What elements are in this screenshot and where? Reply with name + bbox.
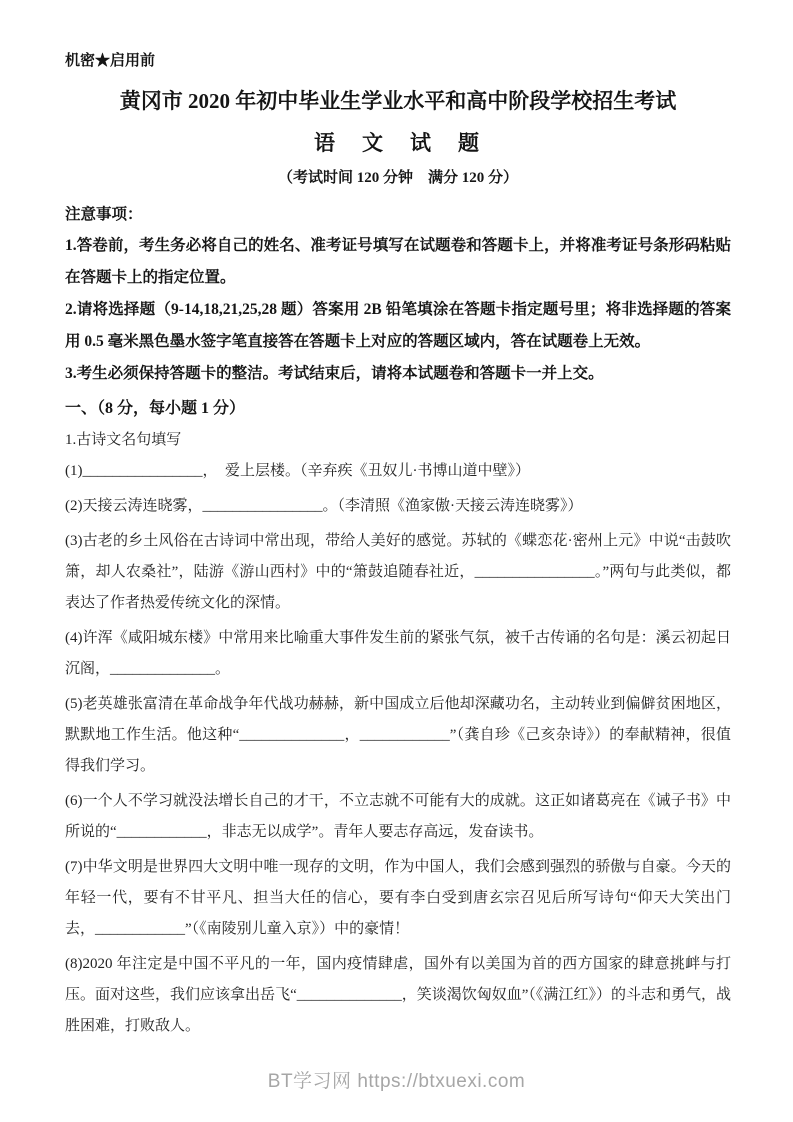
notice-heading: 注意事项： (65, 206, 143, 223)
exam-title: 黄冈市 2020 年初中毕业生学业水平和高中阶段学校招生考试 (119, 89, 677, 113)
question-item-5: (5)老英雄张富清在革命战争年代战功赫赫，新中国成立后他却深藏功名，主动转业到偏僻贫困地区，默默地工作生活。他这种“______________，____________”（龚自珍《己亥杂诗》）的奉献精神，很值得我们学习。 (65, 696, 731, 774)
question-item-8: (8)2020 年注定是中国不平凡的一年，国内疫情肆虐，国外有以美国为首的西方国家的肆意挑衅与打压。面对这些，我们应该拿出岳飞“______________，笑谈渴饮匈奴血”（《满江红》）的斗志和勇气，战胜困难，打败敌人。 (65, 956, 731, 1034)
notice-item-2: 2.请将选择题（9-14,18,21,25,28 题）答案用 2B 铅笔填涂在答题卡指定题号里；将非选择题的答案用 0.5 毫米黑色墨水签字笔直接答在答题卡上对应的答题区域内，答在试题卷上无效。 (65, 301, 731, 350)
watermark-text: BT学习网 https://btxuexi.com (267, 1071, 526, 1092)
question-one-title: 1.古诗文名句填写 (65, 432, 182, 448)
subject-title: 语 文 试 题 (314, 131, 482, 155)
exam-info-line: （考试时间 120 分钟 满分 120 分） (277, 170, 518, 186)
section-one-heading: 一、（8 分，每小题 1 分） (65, 400, 246, 417)
question-item-1: (1)________________， 爱上层楼。（辛弃疾《丑奴儿·书博山道中壁》） (65, 463, 530, 479)
notice-item-3: 3.考生必须保持答题卡的整洁。考试结束后，请将本试题卷和答题卡一并上交。 (65, 365, 604, 382)
classification-label: 机密★启用前 (65, 53, 156, 69)
question-item-4: (4)许浑《咸阳城东楼》中常用来比喻重大事件发生前的紧张气氛，被千古传诵的名句是：溪云初起日沉阁，______________。 (65, 630, 731, 677)
question-item-7: (7)中华文明是世界四大文明中唯一现存的文明，作为中国人，我们会感到强烈的骄傲与自豪。今天的年轻一代，要有不甘平凡、担当大任的信心，要有李白受到唐玄宗召见后所写诗句“仰天大笑出门去，____________”（《南陵别儿童入京》）中的豪情！ (65, 859, 731, 937)
question-item-3: (3)古老的乡土风俗在古诗词中常出现，带给人美好的感觉。苏轼的《蝶恋花·密州上元》中说“击鼓吹箫，却人农桑社”，陆游《游山西村》中的“箫鼓追随春社近，________________。”两句与此类似，都表达了作者热爱传统文化的深情。 (65, 533, 731, 611)
question-item-6: (6)一个人不学习就没法增长自己的才干，不立志就不可能有大的成就。这正如诸葛亮在《诫子书》中所说的“____________，非志无以成学”。青年人要志存高远，发奋读书。 (65, 793, 731, 840)
question-item-2: (2)天接云涛连晓雾，________________。（李清照《渔家傲·天接云涛连晓雾》） (65, 498, 583, 514)
page-content (65, 50, 731, 1046)
notice-item-1: 1.答卷前，考生务必将自己的姓名、准考证号填写在试题卷和答题卡上，并将准考证号条形码粘贴在答题卡上的指定位置。 (65, 237, 731, 286)
